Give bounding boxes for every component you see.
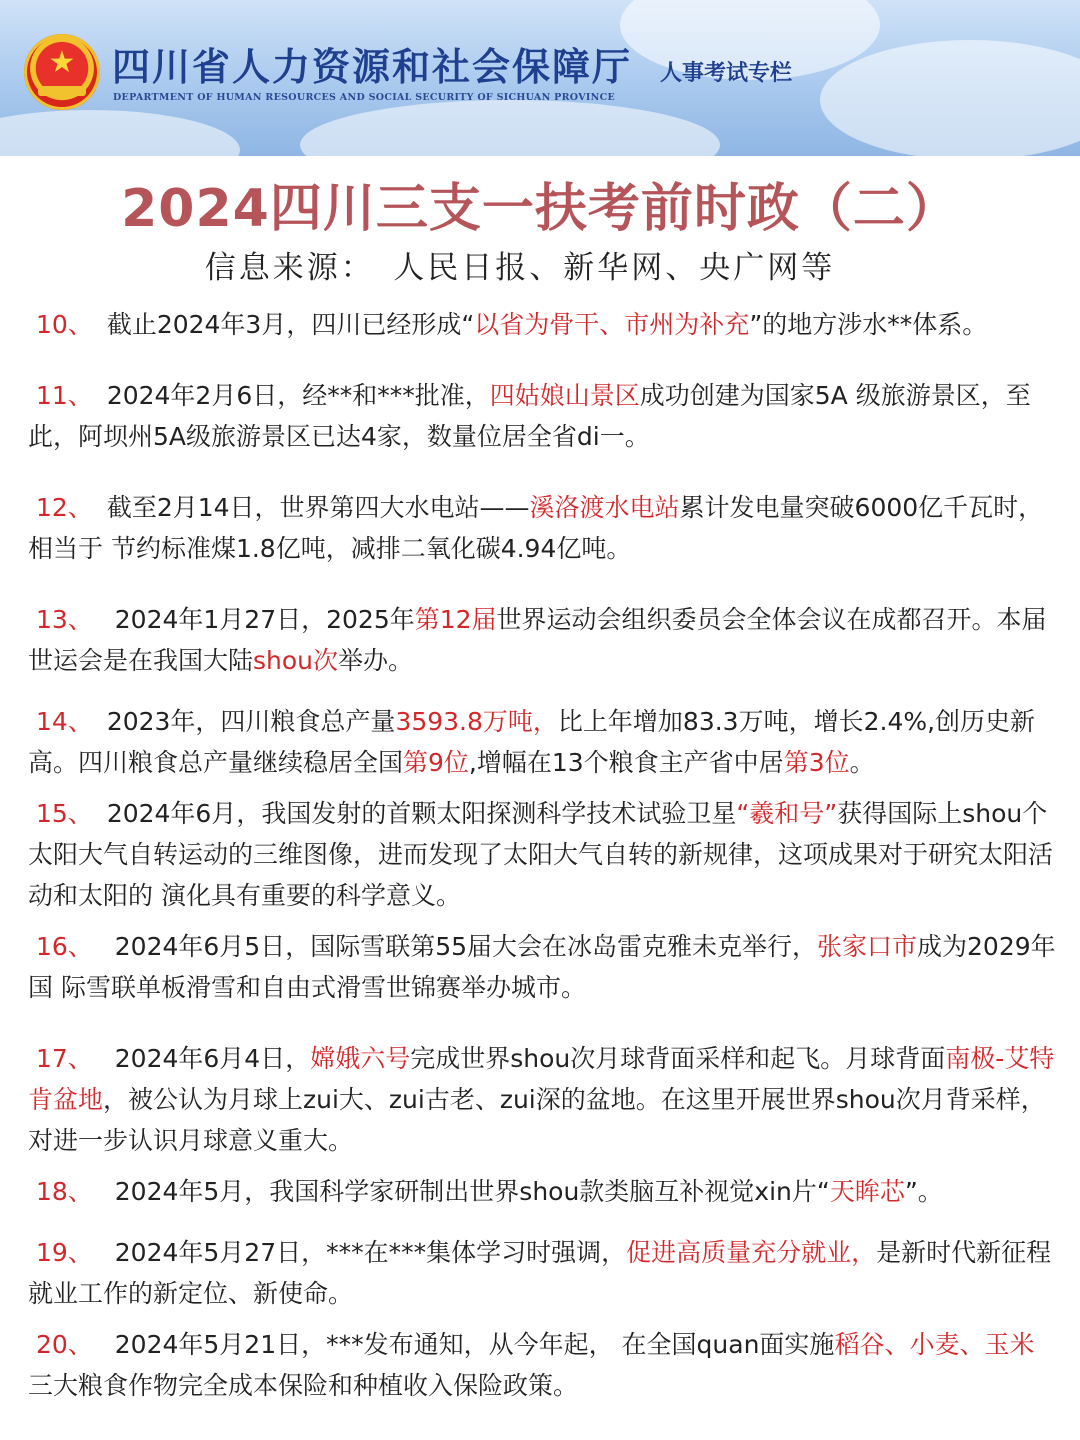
header-banner xyxy=(0,0,1080,156)
cloud-decoration xyxy=(820,40,1080,156)
news-item xyxy=(28,1232,1058,1314)
item-text: 成功创建为国家5A 级旅游景区，至此，阿坝州5A级旅游景区已达4家，数量位居全省di一。 xyxy=(28,381,1031,451)
item-text: 世界运动会组织委员会全体会议在成都召开。本届世运会是在我国大陆 xyxy=(28,605,1047,675)
highlight-text: 3593.8万吨， xyxy=(395,707,558,736)
item-text: 截止2024年3月，四川已经形成“ xyxy=(106,310,475,339)
highlight-text: shou次 xyxy=(253,646,339,675)
news-item xyxy=(28,926,1058,1008)
highlight-text: 嫦娥六号 xyxy=(310,1044,411,1073)
highlight-text: 第3位 xyxy=(783,748,850,777)
highlight-text: 第9位 xyxy=(403,748,469,777)
highlight-text: 南极-艾特肯盆地 xyxy=(28,1044,1055,1114)
news-item xyxy=(28,793,1058,916)
cloud-decoration xyxy=(0,110,240,156)
org-name: 四川省人力资源和社会保障厅 xyxy=(112,44,633,89)
item-number: 11、 xyxy=(36,381,93,410)
item-number: 17、 xyxy=(36,1044,93,1073)
news-item xyxy=(28,599,1058,681)
column-name: 人事考试专栏 xyxy=(660,60,793,86)
item-number: 10、 xyxy=(36,310,93,339)
item-number: 16、 xyxy=(36,932,93,961)
national-emblem-icon: ★ xyxy=(24,34,100,110)
news-item xyxy=(28,701,1058,783)
news-item xyxy=(28,1171,1058,1212)
highlight-text: 天眸芯 xyxy=(829,1177,905,1206)
info-source: 信息来源： 人民日报、新华网、央广网等 xyxy=(204,250,836,286)
item-text: 成为2029年国 际雪联单板滑雪和自由式滑雪世锦赛举办城市。 xyxy=(28,932,1056,1002)
news-item xyxy=(28,375,1058,457)
news-item xyxy=(28,487,1058,569)
item-text: 。 xyxy=(849,748,875,777)
item-text: 是新时代新征程就业工作的新定位、新使命。 xyxy=(28,1238,1052,1308)
item-text: 2024年6月4日， xyxy=(106,1044,311,1073)
item-text: 2024年5月27日，***在***集体学习时强调， xyxy=(106,1238,627,1267)
item-text: 2024年5月21日，***发布通知，从今年起， 在全国quan面实施 xyxy=(106,1330,835,1359)
item-number: 12、 xyxy=(36,493,93,522)
page-title: 2024四川三支一扶考前时政（二） xyxy=(121,179,959,239)
news-item xyxy=(28,1038,1058,1161)
item-text: 2024年6月，我国发射的首颗太阳探测科学技术试验卫星 xyxy=(106,799,737,828)
item-text: 截至2月14日，世界第四大水电站—— xyxy=(106,493,530,522)
highlight-text: 张家口市 xyxy=(817,932,918,961)
highlight-text: 第12届 xyxy=(414,605,497,634)
news-item xyxy=(28,1324,1058,1406)
item-number: 15、 xyxy=(36,799,93,828)
item-text: 2024年6月5日，国际雪联第55届大会在冰岛雷克雅未克举行， xyxy=(106,932,818,961)
item-text: ,增幅在13个粮食主产省中居 xyxy=(468,748,784,777)
item-text: 2023年，四川粮食总产量 xyxy=(106,707,396,736)
item-text: ”。 xyxy=(904,1177,943,1206)
item-text: 2024年5月，我国科学家研制出世界shou款类脑互补视觉xin片“ xyxy=(106,1177,830,1206)
news-list xyxy=(28,304,1058,1406)
item-text: ，被公认为月球上zui大、zui古老、zui深的盆地。在这里开展世界shou次月背采样，对进一步认识月球意义重大。 xyxy=(28,1085,1046,1155)
item-number: 18、 xyxy=(36,1177,93,1206)
item-text: 2024年2月6日，经**和***批准， xyxy=(106,381,490,410)
item-text: 三大粮食作物完全成本保险和种植收入保险政策。 xyxy=(28,1371,579,1400)
highlight-text: “羲和号” xyxy=(736,799,838,828)
item-number: 19、 xyxy=(36,1238,93,1267)
highlight-text: 稻谷、小麦、玉米 xyxy=(834,1330,1035,1359)
item-number: 14、 xyxy=(36,707,93,736)
item-text: 获得国际上shou个太阳大气自转运动的三维图像，进而发现了太阳大气自转的新规律，这项成果对于研究太阳活动和太阳的 演化具有重要的科学意义。 xyxy=(28,799,1054,910)
highlight-text: 四姑娘山景区 xyxy=(489,381,640,410)
item-text: 举办。 xyxy=(338,646,414,675)
news-item xyxy=(28,304,1058,345)
item-text: 比上年增加83.3万吨，增长2.4%,创历史新高。四川粮食总产量继续稳居全国 xyxy=(28,707,1036,777)
item-number: 13、 xyxy=(36,605,93,634)
item-text: 2024年1月27日，2025年 xyxy=(106,605,415,634)
org-name-english: DEPARTMENT OF HUMAN RESOURCES AND SOCIAL SECURITY OF SICHUAN PROVINCE xyxy=(113,92,616,103)
item-text: ”的地方涉水**体系。 xyxy=(749,310,988,339)
item-number: 20、 xyxy=(36,1330,93,1359)
item-text: 完成世界shou次月球背面采样和起飞。月球背面 xyxy=(410,1044,946,1073)
highlight-text: 以省为骨干、市州为补充 xyxy=(474,310,750,339)
highlight-text: 促进高质量充分就业， xyxy=(626,1238,877,1267)
highlight-text: 溪洛渡水电站 xyxy=(529,493,680,522)
item-text: 累计发电量突破6000亿千瓦时，相当于 节约标准煤1.8亿吨，减排二氧化碳4.94亿吨。 xyxy=(28,493,1044,563)
cloud-decoration xyxy=(300,100,720,156)
